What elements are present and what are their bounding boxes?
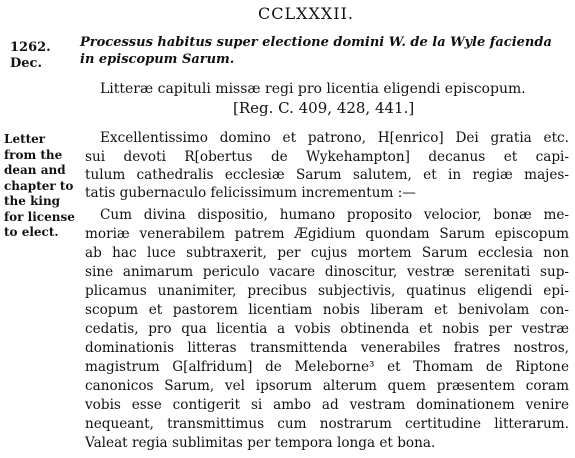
paragraph-1-line: tulum cathedralis ecclesiæ Sarum salutem, et in regiæ majes- <box>85 167 569 183</box>
paragraph-2-line: canonicos Sarum, vel ipsorum alterum quem præsentem coram <box>85 378 569 394</box>
paragraph-2-line: Valeat regia sublimitas per tempora longa et bona. <box>85 435 436 451</box>
paragraph-2-line: scopum et pastorem licentiam nobis liberam et benivolam con- <box>85 302 569 318</box>
side-note-line: dean and <box>4 163 66 177</box>
margin-date-year: 1262. <box>10 40 51 55</box>
side-note-line: Letter <box>4 132 46 146</box>
side-note-line: chapter to <box>4 178 74 193</box>
paragraph-2-line: sine animarum periculo vacare dinoscitur, vestræ serenitati sup- <box>85 264 569 280</box>
paragraph-2-line: vobis esse contigerit si ambo ad vestram dominationem venire <box>85 397 569 413</box>
side-note <box>4 132 82 241</box>
document-subheading: Litteræ capituli missæ regi pro licentia eligendi episcopum. <box>100 81 526 97</box>
margin-date-month: Dec. <box>10 56 42 71</box>
paragraph-1-line: tatis gubernaculo felicissimum incrementum :— <box>85 185 416 201</box>
paragraph-2-line: moriæ venerabilem patrem Ægidium quondam Sarum episcopum <box>85 226 569 242</box>
paragraph-2-line: cedatis, pro qua licentia a vobis obtinenda et nobis per vestræ <box>85 321 569 337</box>
paragraph-1-line: sui devoti R[obertus de Wykehampton] decanus et capi- <box>85 149 569 165</box>
side-note-line: from the <box>4 147 63 162</box>
paragraph-2-line: ab hac luce subtraxerit, per cujus mortem Sarum ecclesia non <box>85 245 569 261</box>
side-note-line: the king <box>4 194 61 208</box>
paragraph-2-line: nequeant, transmittimus cum nostrarum certitudine litterarum. <box>85 416 569 432</box>
paragraph-2-line: plicamus unanimiter, precibus subjectivis, quatinus eligendi epi- <box>85 283 569 299</box>
paragraph-1-line: Excellentissimo domino et patrono, H[enrico] Dei gratia etc. <box>100 130 569 146</box>
paragraph-2-line: Cum divina dispositio, humano proposito velocior, bonæ me- <box>100 207 569 223</box>
side-note-line: for license <box>4 209 75 224</box>
side-note-line: to elect. <box>4 225 59 239</box>
paragraph-2-line: dominationis litteras transmittenda venerabiles fratres nostros, <box>85 340 569 356</box>
paragraph-2-line: magistrum G[alfridum] de Meleborne³ et Thomam de Riptone <box>85 359 569 375</box>
document-heading: Processus habitus super electione domini W. de la Wyle facienda in episcopum Sarum. <box>80 35 552 67</box>
document-reference: [Reg. C. 409, 428, 441.] <box>233 99 415 117</box>
document-number: CCLXXXII. <box>258 4 355 23</box>
